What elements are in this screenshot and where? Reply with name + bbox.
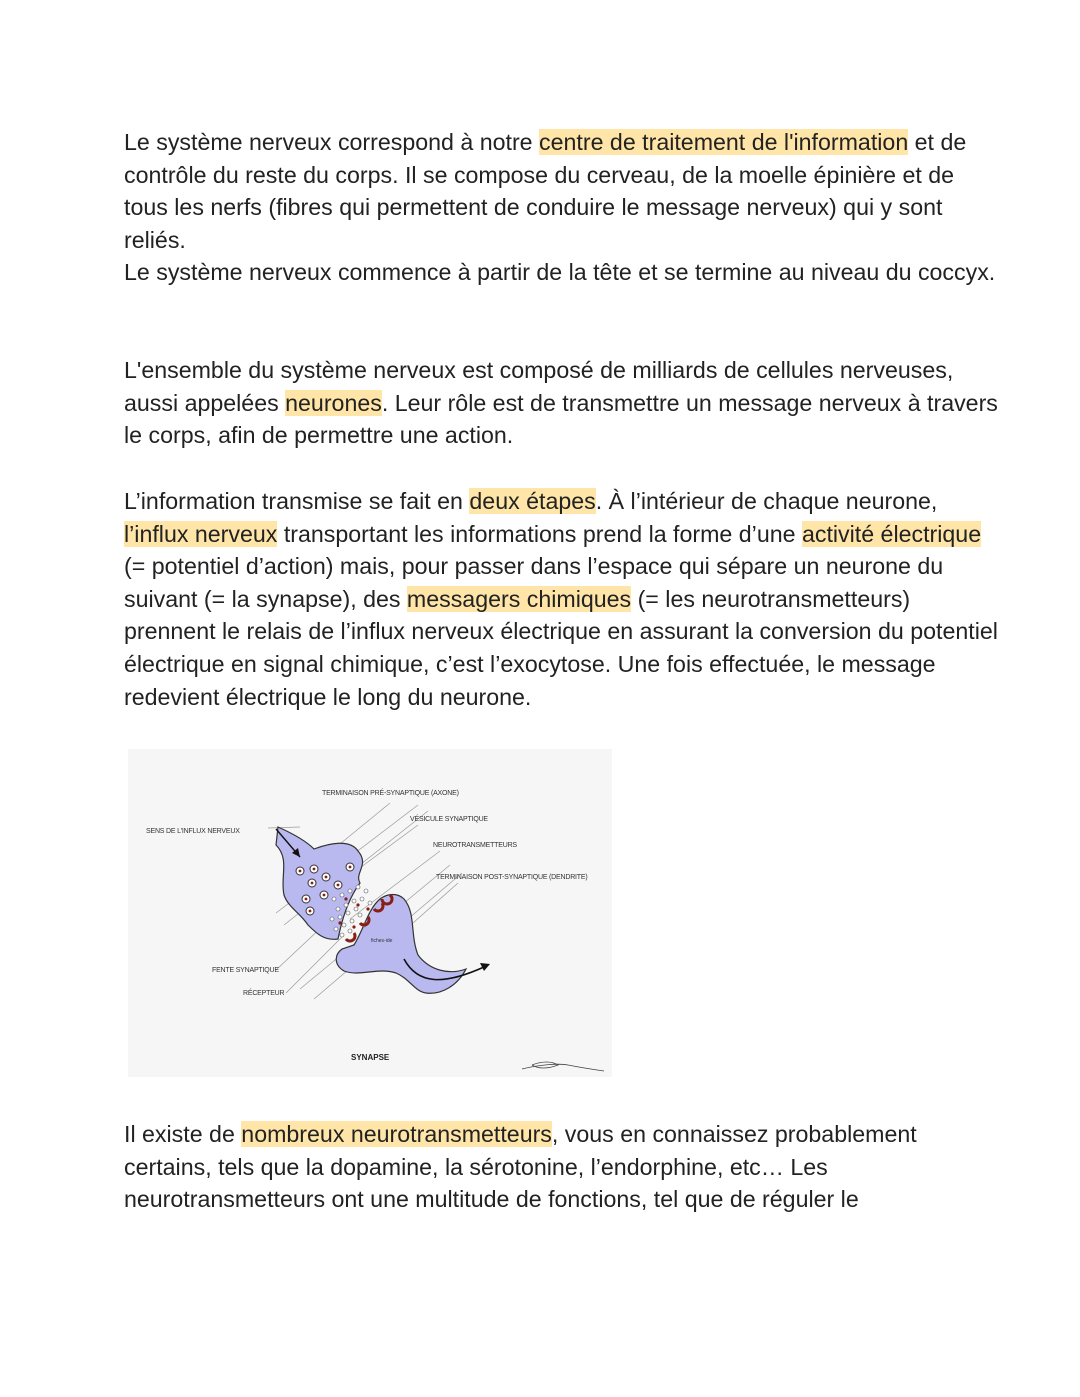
text-run: et de contrôle du reste du corps. Il se compose du cerveau, de la moelle épinière et de tous les nerfs (fibres qui permettent de conduire le message nerveux) qui y sont reliés. (124, 129, 967, 253)
paragraph-nervous-system-intro (124, 126, 1004, 289)
text-run: L'ensemble du système nerveux est composé de milliards de cellules nerveuses, aussi appelées (124, 357, 954, 416)
label-postsynaptic: TERMINAISON POST-SYNAPTIQUE (DENDRITE) (436, 874, 588, 881)
figure-title: SYNAPSE (351, 1053, 390, 1062)
label-influx-direction: SENS DE L'INFLUX NERVEUX (146, 828, 240, 835)
text-run: (= potentiel d’action) mais, pour passer dans l’espace qui sépare un neurone du suivant (= la synapse), des (124, 553, 944, 612)
paragraph-neurotransmitters (124, 1118, 1004, 1216)
text-run: Le système nerveux correspond à notre (124, 129, 540, 155)
label-receptor: RÉCEPTEUR (243, 990, 285, 997)
text-run: . À l’intérieur de chaque neurone, (595, 488, 938, 514)
highlighted-term: neurones (285, 389, 382, 416)
paragraph-neurons (124, 354, 1004, 452)
highlighted-term: activité électrique (801, 520, 982, 547)
synapse-diagram (128, 749, 612, 1077)
synapse-illustration (128, 749, 612, 1077)
highlighted-term: deux étapes (469, 488, 596, 514)
highlighted-term: nombreux neurotransmetteurs (241, 1121, 552, 1147)
label-source: fiches-ide (371, 938, 393, 944)
author-signature (522, 1062, 604, 1071)
paragraph-transmission (124, 485, 1004, 713)
label-presynaptic: TERMINAISON PRÉ-SYNAPTIQUE (AXONE) (322, 790, 459, 797)
label-vesicle: VÉSICULE SYNAPTIQUE (410, 816, 488, 823)
highlighted-term: messagers chimiques (406, 585, 632, 612)
text-run: , vous en connaissez probablement certains, tels que la dopamine, la sérotonine, l’endorphine, etc… Les neurotransmetteurs ont une multitude de fonctions, tel que de réguler le (124, 1121, 917, 1213)
text-run: . Leur rôle est de transmettre un message nerveux à travers le corps, afin de permettre une action. (124, 389, 998, 449)
text-run: (= les neurotransmetteurs) prennent le relais de l’influx nerveux électrique en assurant la conversion du potentiel électrique en signal chimique, c’est l’exocytose. Une fois effectuée, le message redevient électrique le long du neurone. (124, 585, 998, 710)
label-neurotransmitters: NEUROTRANSMETTEURS (433, 842, 517, 849)
text-run: Il existe de (124, 1121, 242, 1147)
text-run: transportant les informations prend la forme d’une (277, 520, 802, 547)
text-run: L’information transmise se fait en (124, 488, 470, 514)
text-run: Le système nerveux commence à partir de la tête et se termine au niveau du coccyx. (124, 259, 996, 286)
label-synaptic-cleft: FENTE SYNAPTIQUE (212, 967, 279, 974)
highlighted-term: l’influx nerveux (124, 520, 278, 547)
highlighted-term: centre de traitement de l'information (539, 129, 909, 155)
